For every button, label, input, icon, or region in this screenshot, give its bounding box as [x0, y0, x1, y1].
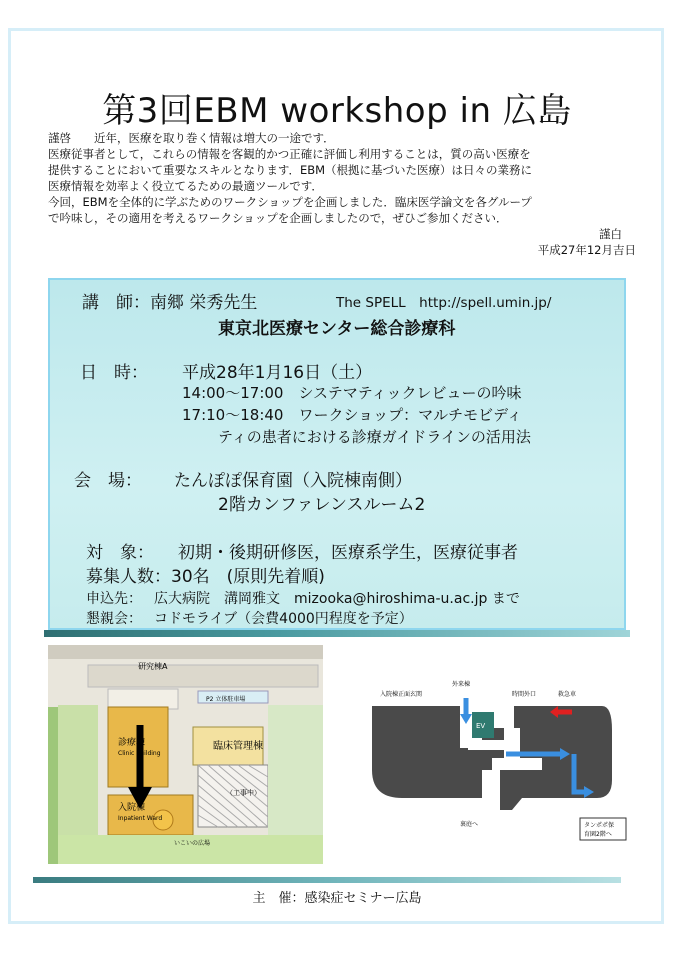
capacity: 募集人数：30名 (原則先着順) [86, 567, 325, 587]
session-1: 14:00～17:00 システマティックレビューの吟味 [182, 384, 522, 402]
lecturer-label: 講 師：南郷 栄秀先生 [82, 293, 258, 313]
intro-line: 今回，EBMを全体的に学ぶためのワークショップを企画しました．臨床医学論文を各グループ [48, 195, 532, 209]
session-2: 17:10～18:40 ワークショップ：マルチモビディ [182, 406, 522, 424]
event-date: 平成28年1月16日（土） [182, 363, 373, 383]
page-title: 第3回EBM workshop in 広島 [102, 90, 572, 131]
map2-entrance: 入院棟正面玄関 [380, 691, 423, 698]
campus-map [48, 645, 323, 864]
party-label: 懇親会： [86, 611, 142, 627]
venue-label: 会 場： [74, 471, 142, 491]
contact-label: 申込先： [86, 591, 142, 607]
datetime-label: 日 時： [80, 363, 148, 383]
map2-emergency: 救急車 [558, 691, 577, 698]
event-info-box [48, 278, 626, 630]
footer-divider [33, 877, 621, 883]
intro-text [48, 130, 636, 258]
map1-research: 研究棟A [138, 662, 168, 671]
party-value: コドモライブ（会費4000円程度を予定） [154, 611, 413, 627]
lecturer-affiliation: 東京北医療センター総合診療科 [218, 319, 456, 339]
venue-place: たんぽぽ保育園（入院棟南側） [174, 471, 412, 491]
map2-note1: タンポポ保 [584, 822, 615, 829]
map2-outpatient: 外来棟 [452, 681, 471, 688]
venue-room: 2階カンファレンスルーム2 [218, 495, 426, 515]
map1-inpatient-en: Inpatient Ward [118, 815, 163, 822]
divider-bar [44, 630, 630, 637]
map2-back-door: 裏庭へ [460, 821, 479, 828]
intro-line: 医療情報を効率よく役立てるための最適ツールです． [48, 179, 323, 193]
map1-parking: P2 立体駐車場 [206, 696, 246, 703]
lecturer-site: The SPELL http://spell.umin.jp/ [336, 295, 552, 311]
map1-clinic: 診療棟 [118, 738, 146, 748]
map1-inpatient: 入院棟 [118, 803, 146, 813]
intro-line: 謹啓 近年，医療を取り巻く情報は増大の一途です． [48, 131, 335, 145]
map1-clinical-mgmt: 臨床管理棟 [213, 741, 263, 752]
map2-time-exit: 時間外口 [512, 691, 537, 698]
contact-value: 広大病院 溝岡雅文 mizooka@hiroshima-u.ac.jp まで [154, 591, 520, 607]
intro-line: で吟味し，その適用を考えるワークショップを企画しましたので，ぜひご参加ください． [48, 211, 508, 225]
map1-construction: （工事中） [226, 789, 261, 797]
floor-plan-map [362, 670, 634, 848]
session-2-cont: ティの患者における診療ガイドラインの活用法 [218, 428, 531, 446]
intro-line: 医療従事者として，これらの情報を客観的かつ正確に評価し利用することは，質の高い医療を [48, 147, 531, 161]
target-label: 対 象： [86, 543, 154, 563]
map2-note2: 育園2階へ [584, 831, 612, 838]
letter-date: 平成27年12月吉日 [537, 243, 636, 257]
intro-line: 提供することにおいて重要なスキルとなります．EBM（根拠に基づいた医療）は日々の業務に [48, 163, 533, 177]
organizer: 主 催：感染症セミナー広島 [252, 891, 422, 906]
map2-ev: EV [476, 722, 486, 730]
target-value: 初期・後期研修医，医療系学生，医療従事者 [178, 543, 518, 563]
closing: 謹白 [599, 227, 622, 241]
map1-clinic-en: Clinic Building [118, 750, 161, 757]
map1-playground: いこいの広場 [174, 840, 211, 847]
